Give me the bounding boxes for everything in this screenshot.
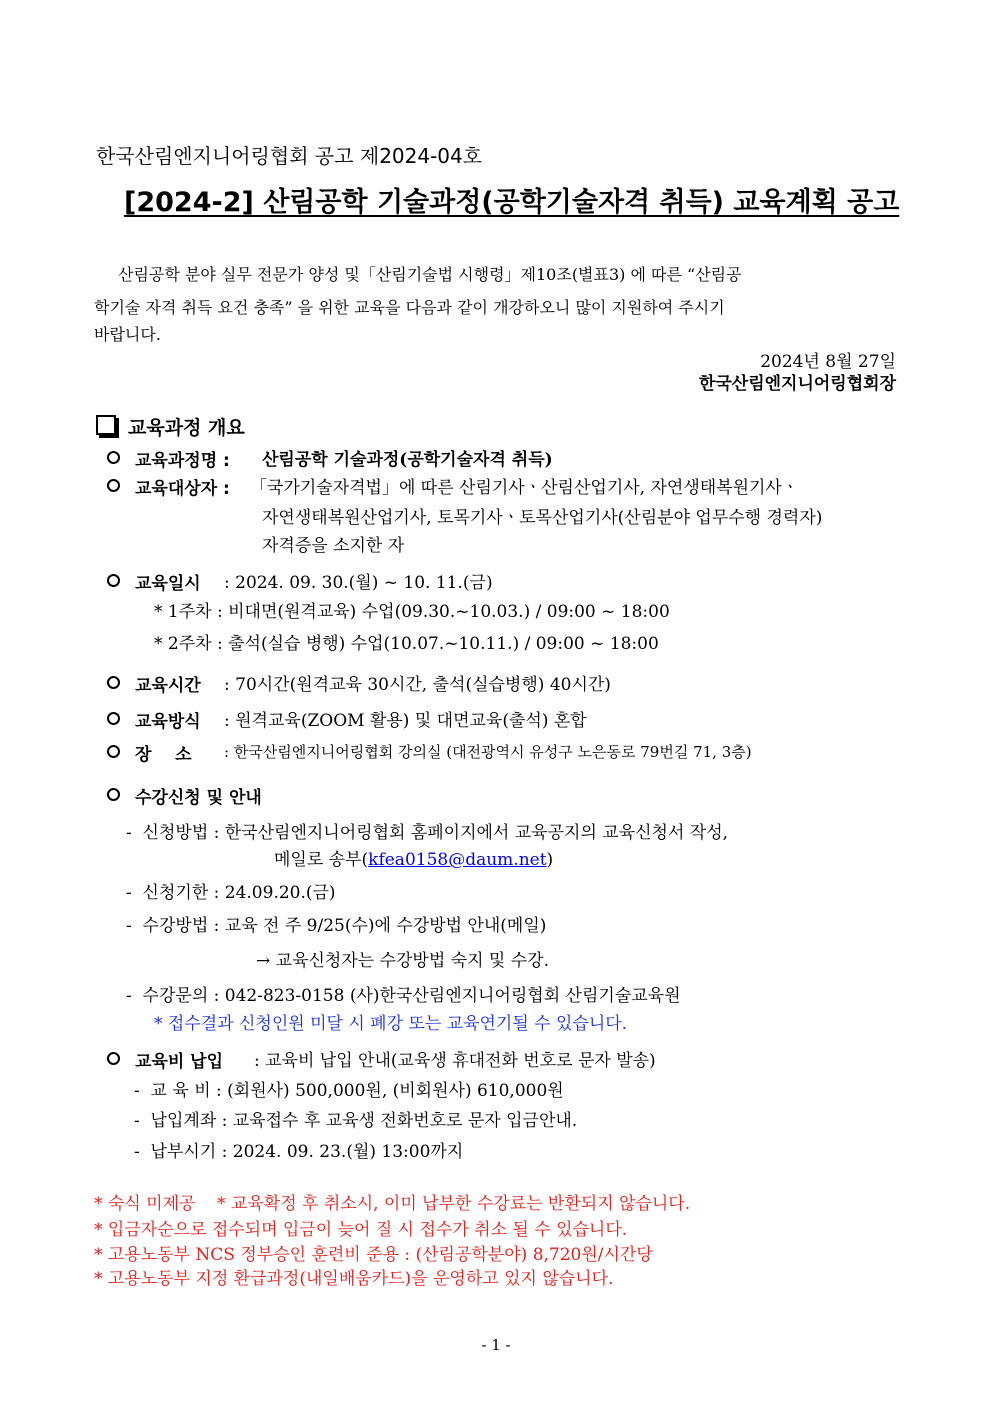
- apply-way-arrow: → 교육신청자는 수강방법 숙지 및 수강.: [256, 951, 549, 971]
- circle-bullet-icon: [107, 479, 120, 492]
- target-line-3: 자격증을 소지한 자: [262, 536, 405, 556]
- circle-bullet-icon: [107, 574, 120, 587]
- fee-account: - 납입계좌 : 교육접수 후 교육생 전화번호로 문자 입금안내.: [134, 1111, 578, 1131]
- fee-amount: - 교 육 비 : (회원사) 500,000원, (비회원사) 610,000원: [134, 1081, 564, 1101]
- apply-method-prefix: 메일로 송부(: [274, 850, 369, 870]
- apply-deadline: - 신청기한 : 24.09.20.(금): [126, 883, 336, 903]
- announce-date: 2024년 8월 27일: [760, 352, 896, 372]
- schedule-value: : 2024. 09. 30.(월) ~ 10. 11.(금): [224, 573, 493, 593]
- place-label: 장 소: [135, 745, 192, 765]
- warning-line: * 고용노동부 지정 환급과정(내일배움카드)을 운영하고 있지 않습니다.: [94, 1269, 614, 1289]
- hours-value: : 70시간(원격교육 30시간, 출석(실습병행) 40시간): [224, 675, 611, 695]
- apply-method-line-2: [274, 845, 553, 870]
- announcement-number: 한국산림엔지니어링협회 공고 제2024-04호: [96, 144, 483, 168]
- issuer-name: 한국산림엔지니어링협회장: [698, 374, 896, 394]
- circle-bullet-icon: [107, 712, 120, 725]
- schedule-week-2: * 2주차 : 출석(실습 병행) 수업(10.07.~10.11.) / 09:00 ~ 18:00: [154, 634, 659, 654]
- fee-label: 교육비 납입: [135, 1052, 224, 1072]
- warning-line: * 입금자순으로 접수되며 입금이 늦어 질 시 접수가 취소 될 수 있습니다.: [94, 1220, 628, 1240]
- page-number: - 1 -: [481, 1336, 511, 1354]
- place-value: : 한국산림엔지니어링협회 강의실 (대전광역시 유성구 노은동로 79번길 71, 3층): [224, 743, 752, 761]
- circle-bullet-icon: [107, 788, 120, 801]
- apply-inquiry: - 수강문의 : 042-823-0158 (사)한국산림엔지니어링협회 산림기술교육원: [126, 986, 681, 1006]
- apply-notice: * 접수결과 신청인원 미달 시 폐강 또는 교육연기될 수 있습니다.: [154, 1014, 628, 1034]
- fee-due: - 납부시기 : 2024. 09. 23.(월) 13:00까지: [134, 1142, 464, 1162]
- circle-bullet-icon: [107, 745, 120, 758]
- target-label: 교육대상자 :: [135, 479, 230, 499]
- hours-label: 교육시간: [135, 676, 201, 696]
- method-label: 교육방식: [135, 712, 201, 732]
- circle-bullet-icon: [107, 1052, 120, 1065]
- intro-line-3: 바랍니다.: [94, 325, 161, 344]
- fee-value: : 교육비 납입 안내(교육생 휴대전화 번호로 문자 발송): [254, 1051, 656, 1071]
- target-line-2: 자연생태복원산업기사, 토목기사ㆍ토목산업기사(산림분야 업무수행 경력자): [262, 508, 823, 528]
- page-title: [2024-2] 산림공학 기술과정(공학기술자격 취득) 교육계획 공고: [124, 187, 900, 218]
- warning-line: * 숙식 미제공 * 교육확정 후 취소시, 이미 납부한 수강료는 반환되지 않습니다.: [94, 1194, 691, 1214]
- circle-bullet-icon: [107, 676, 120, 689]
- circle-bullet-icon: [107, 451, 120, 464]
- course-name-value: 산림공학 기술과정(공학기술자격 취득): [262, 450, 553, 470]
- intro-line-2: 학기술 자격 취득 요건 충족” 을 위한 교육을 다음과 같이 개강하오니 많이 지원하여 주시기: [94, 298, 725, 317]
- warning-line: * 고용노동부 NCS 정부승인 훈련비 준용 : (산림공학분야) 8,720원/시간당: [94, 1245, 653, 1265]
- apply-way: - 수강방법 : 교육 전 주 9/25(수)에 수강방법 안내(메일): [126, 916, 547, 936]
- section-title: 교육과정 개요: [128, 417, 245, 439]
- checkbox-square-icon: [96, 415, 116, 435]
- course-name-label: 교육과정명 :: [135, 451, 230, 471]
- schedule-week-1: * 1주차 : 비대면(원격교육) 수업(09.30.~10.03.) / 09:00 ~ 18:00: [154, 602, 670, 622]
- apply-method-suffix: ): [546, 850, 554, 870]
- apply-method-line-1: - 신청방법 : 한국산림엔지니어링협회 홈페이지에서 교육공지의 교육신청서 작성,: [126, 823, 729, 843]
- intro-line-1: 산림공학 분야 실무 전문가 양성 및「산림기술법 시행령」제10조(별표3) 에 따른 “산림공: [118, 265, 742, 284]
- email-link[interactable]: kfea0158@daum.net: [368, 850, 547, 870]
- method-value: : 원격교육(ZOOM 활용) 및 대면교육(출석) 혼합: [224, 711, 587, 731]
- target-line-1: 「국가기술자격법」에 따른 산림기사ㆍ산림산업기사, 자연생태복원기사ㆍ: [250, 478, 799, 498]
- schedule-label: 교육일시: [135, 574, 201, 594]
- apply-title: 수강신청 및 안내: [135, 788, 262, 808]
